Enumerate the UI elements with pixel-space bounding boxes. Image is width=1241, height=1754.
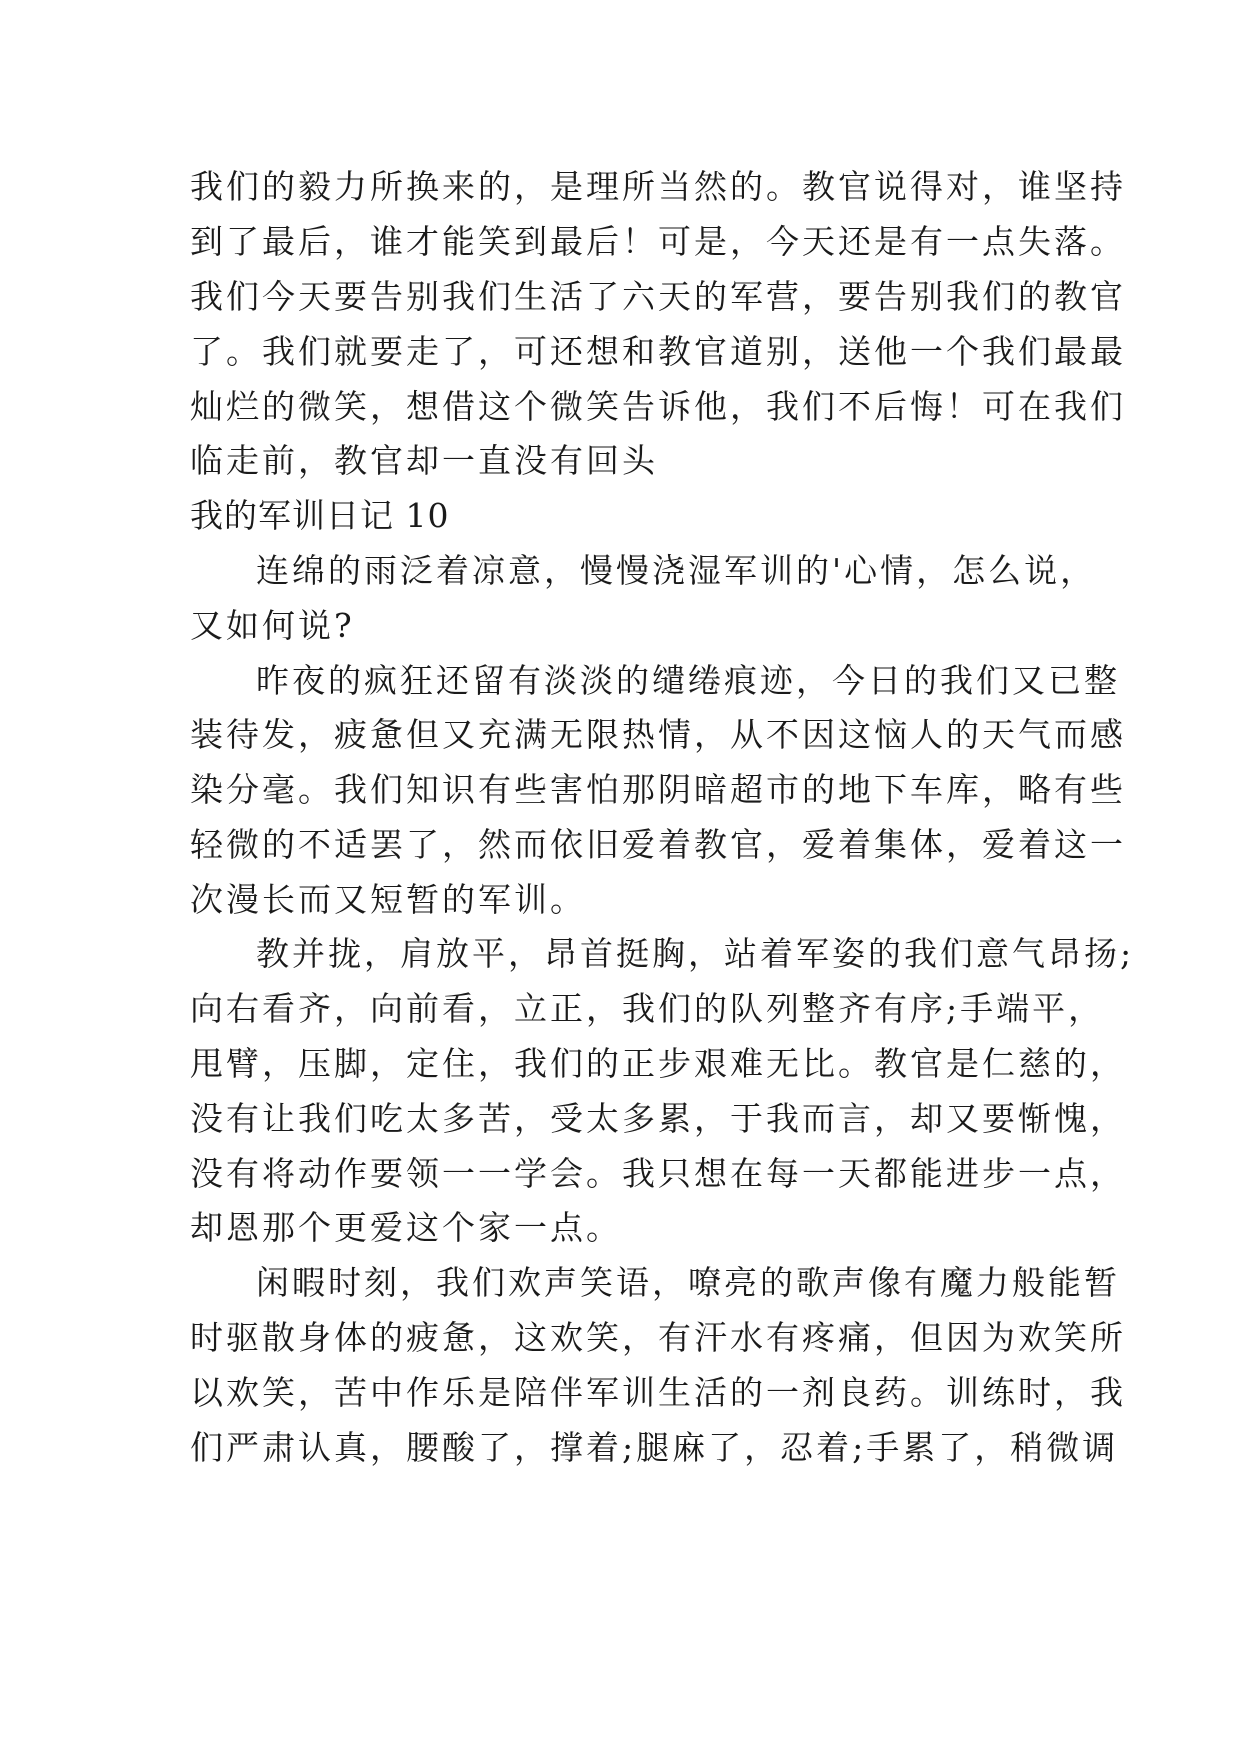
- section-heading: 我的军训日记 10: [190, 496, 450, 535]
- paragraph2-line-5: 次漫长而又短暂的军训。: [190, 880, 586, 919]
- paragraph3-line-1: 教并拢，肩放平，昂首挺胸，站着军姿的我们意气昂扬;: [256, 934, 1135, 973]
- paragraph2-line-2: 装待发，疲惫但又充满无限热情，从不因这恼人的天气而感: [190, 715, 1126, 754]
- continuation-line-3: 我们今天要告别我们生活了六天的军营，要告别我们的教官: [190, 277, 1126, 316]
- paragraph2-line-3: 染分毫。我们知识有些害怕那阴暗超市的地下车库，略有些: [190, 770, 1126, 809]
- paragraph1-line-2: 又如何说?: [190, 606, 355, 645]
- paragraph4-line-3: 以欢笑，苦中作乐是陪伴军训生活的一剂良药。训练时，我: [190, 1373, 1126, 1412]
- paragraph2-line-1: 昨夜的疯狂还留有淡淡的缱绻痕迹，今日的我们又已整: [256, 661, 1120, 700]
- paragraph4-line-1: 闲暇时刻，我们欢声笑语，嘹亮的歌声像有魔力般能暂: [256, 1263, 1120, 1302]
- paragraph1-line-1: 连绵的雨泛着凉意，慢慢浇湿军训的'心情，怎么说，: [256, 551, 1097, 590]
- continuation-line-2: 到了最后，谁才能笑到最后！可是，今天还是有一点失落。: [190, 222, 1126, 261]
- paragraph3-line-2: 向右看齐，向前看，立正，我们的队列整齐有序;手端平，: [190, 989, 1105, 1028]
- paragraph4-line-4: 们严肃认真，腰酸了，撑着;腿麻了，忍着;手累了，稍微调: [190, 1428, 1119, 1467]
- continuation-line-1: 我们的毅力所换来的，是理所当然的。教官说得对，谁坚持: [190, 167, 1126, 206]
- paragraph3-line-6: 却恩那个更爱这个家一点。: [190, 1208, 622, 1247]
- paragraph3-line-4: 没有让我们吃太多苦，受太多累，于我而言，却又要惭愧，: [190, 1099, 1126, 1138]
- paragraph3-line-5: 没有将动作要领一一学会。我只想在每一天都能进步一点，: [190, 1154, 1126, 1193]
- paragraph2-line-4: 轻微的不适罢了，然而依旧爱着教官，爱着集体，爱着这一: [190, 825, 1126, 864]
- continuation-line-4: 了。我们就要走了，可还想和教官道别，送他一个我们最最: [190, 332, 1126, 371]
- paragraph4-line-2: 时驱散身体的疲惫，这欢笑，有汗水有疼痛，但因为欢笑所: [190, 1318, 1126, 1357]
- continuation-line-5: 灿烂的微笑，想借这个微笑告诉他，我们不后悔！可在我们: [190, 387, 1126, 426]
- continuation-line-6: 临走前，教官却一直没有回头: [190, 441, 658, 480]
- paragraph3-line-3: 甩臂，压脚，定住，我们的正步艰难无比。教官是仁慈的，: [190, 1044, 1126, 1083]
